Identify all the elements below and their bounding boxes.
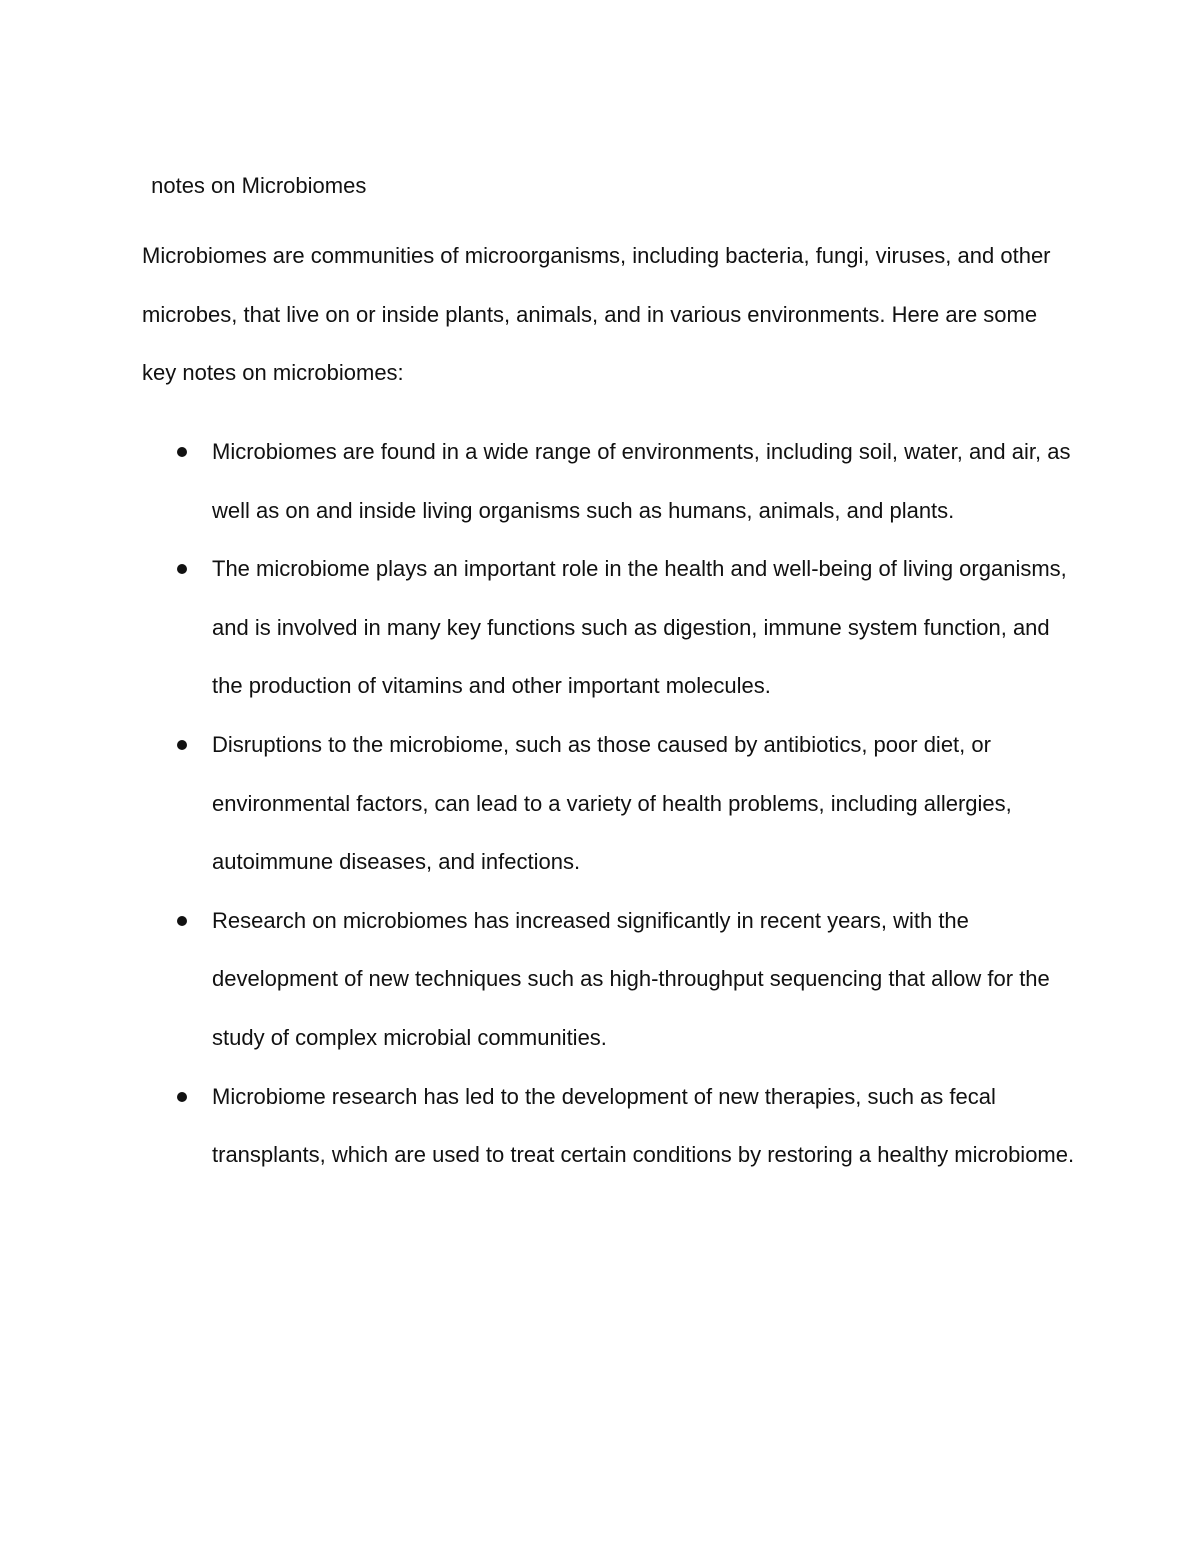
bullet-icon [177,916,187,926]
page-title: notes on Microbiomes [145,173,367,198]
bullet-list [0,423,1200,1185]
list-item [0,1068,1082,1185]
list-item-text: Disruptions to the microbiome, such as those caused by antibiotics, poor diet, or environmental factors, can lead to a variety of health problems, including allergies, autoimmune diseases, and infections. [212,731,1012,875]
list-item-text: Research on microbiomes has increased significantly in recent years, with the development of new techniques such as high-throughput sequencing that allow for the study of complex microbial communities. [212,907,1050,1050]
list-item-text: The microbiome plays an important role in the health and well-being of living organisms, and is involved in many key functions such as digestion, immune system function, and the production of vitamins and other important molecules. [212,556,1067,699]
bullet-icon [177,564,187,574]
list-item [0,892,1082,1068]
list-item [0,540,1082,716]
list-item [0,716,1082,892]
bullet-icon [177,740,187,750]
list-item-text: Microbiome research has led to the development of new therapies, such as fecal transplants, which are used to treat certain conditions by restoring a healthy microbiome. [212,1083,1075,1168]
list-item-text: Microbiomes are found in a wide range of environments, including soil, water, and air, as well as on and inside living organisms such as humans, animals, and plants. [212,439,1071,523]
bullet-icon [177,447,187,457]
intro-paragraph: Microbiomes are communities of microorganisms, including bacteria, fungi, viruses, and other microbes, that live on or inside plants, animals, and in various environments. Here are some key notes on microbiomes: [142,243,1051,386]
bullet-icon [177,1092,187,1102]
list-item [0,423,1082,540]
